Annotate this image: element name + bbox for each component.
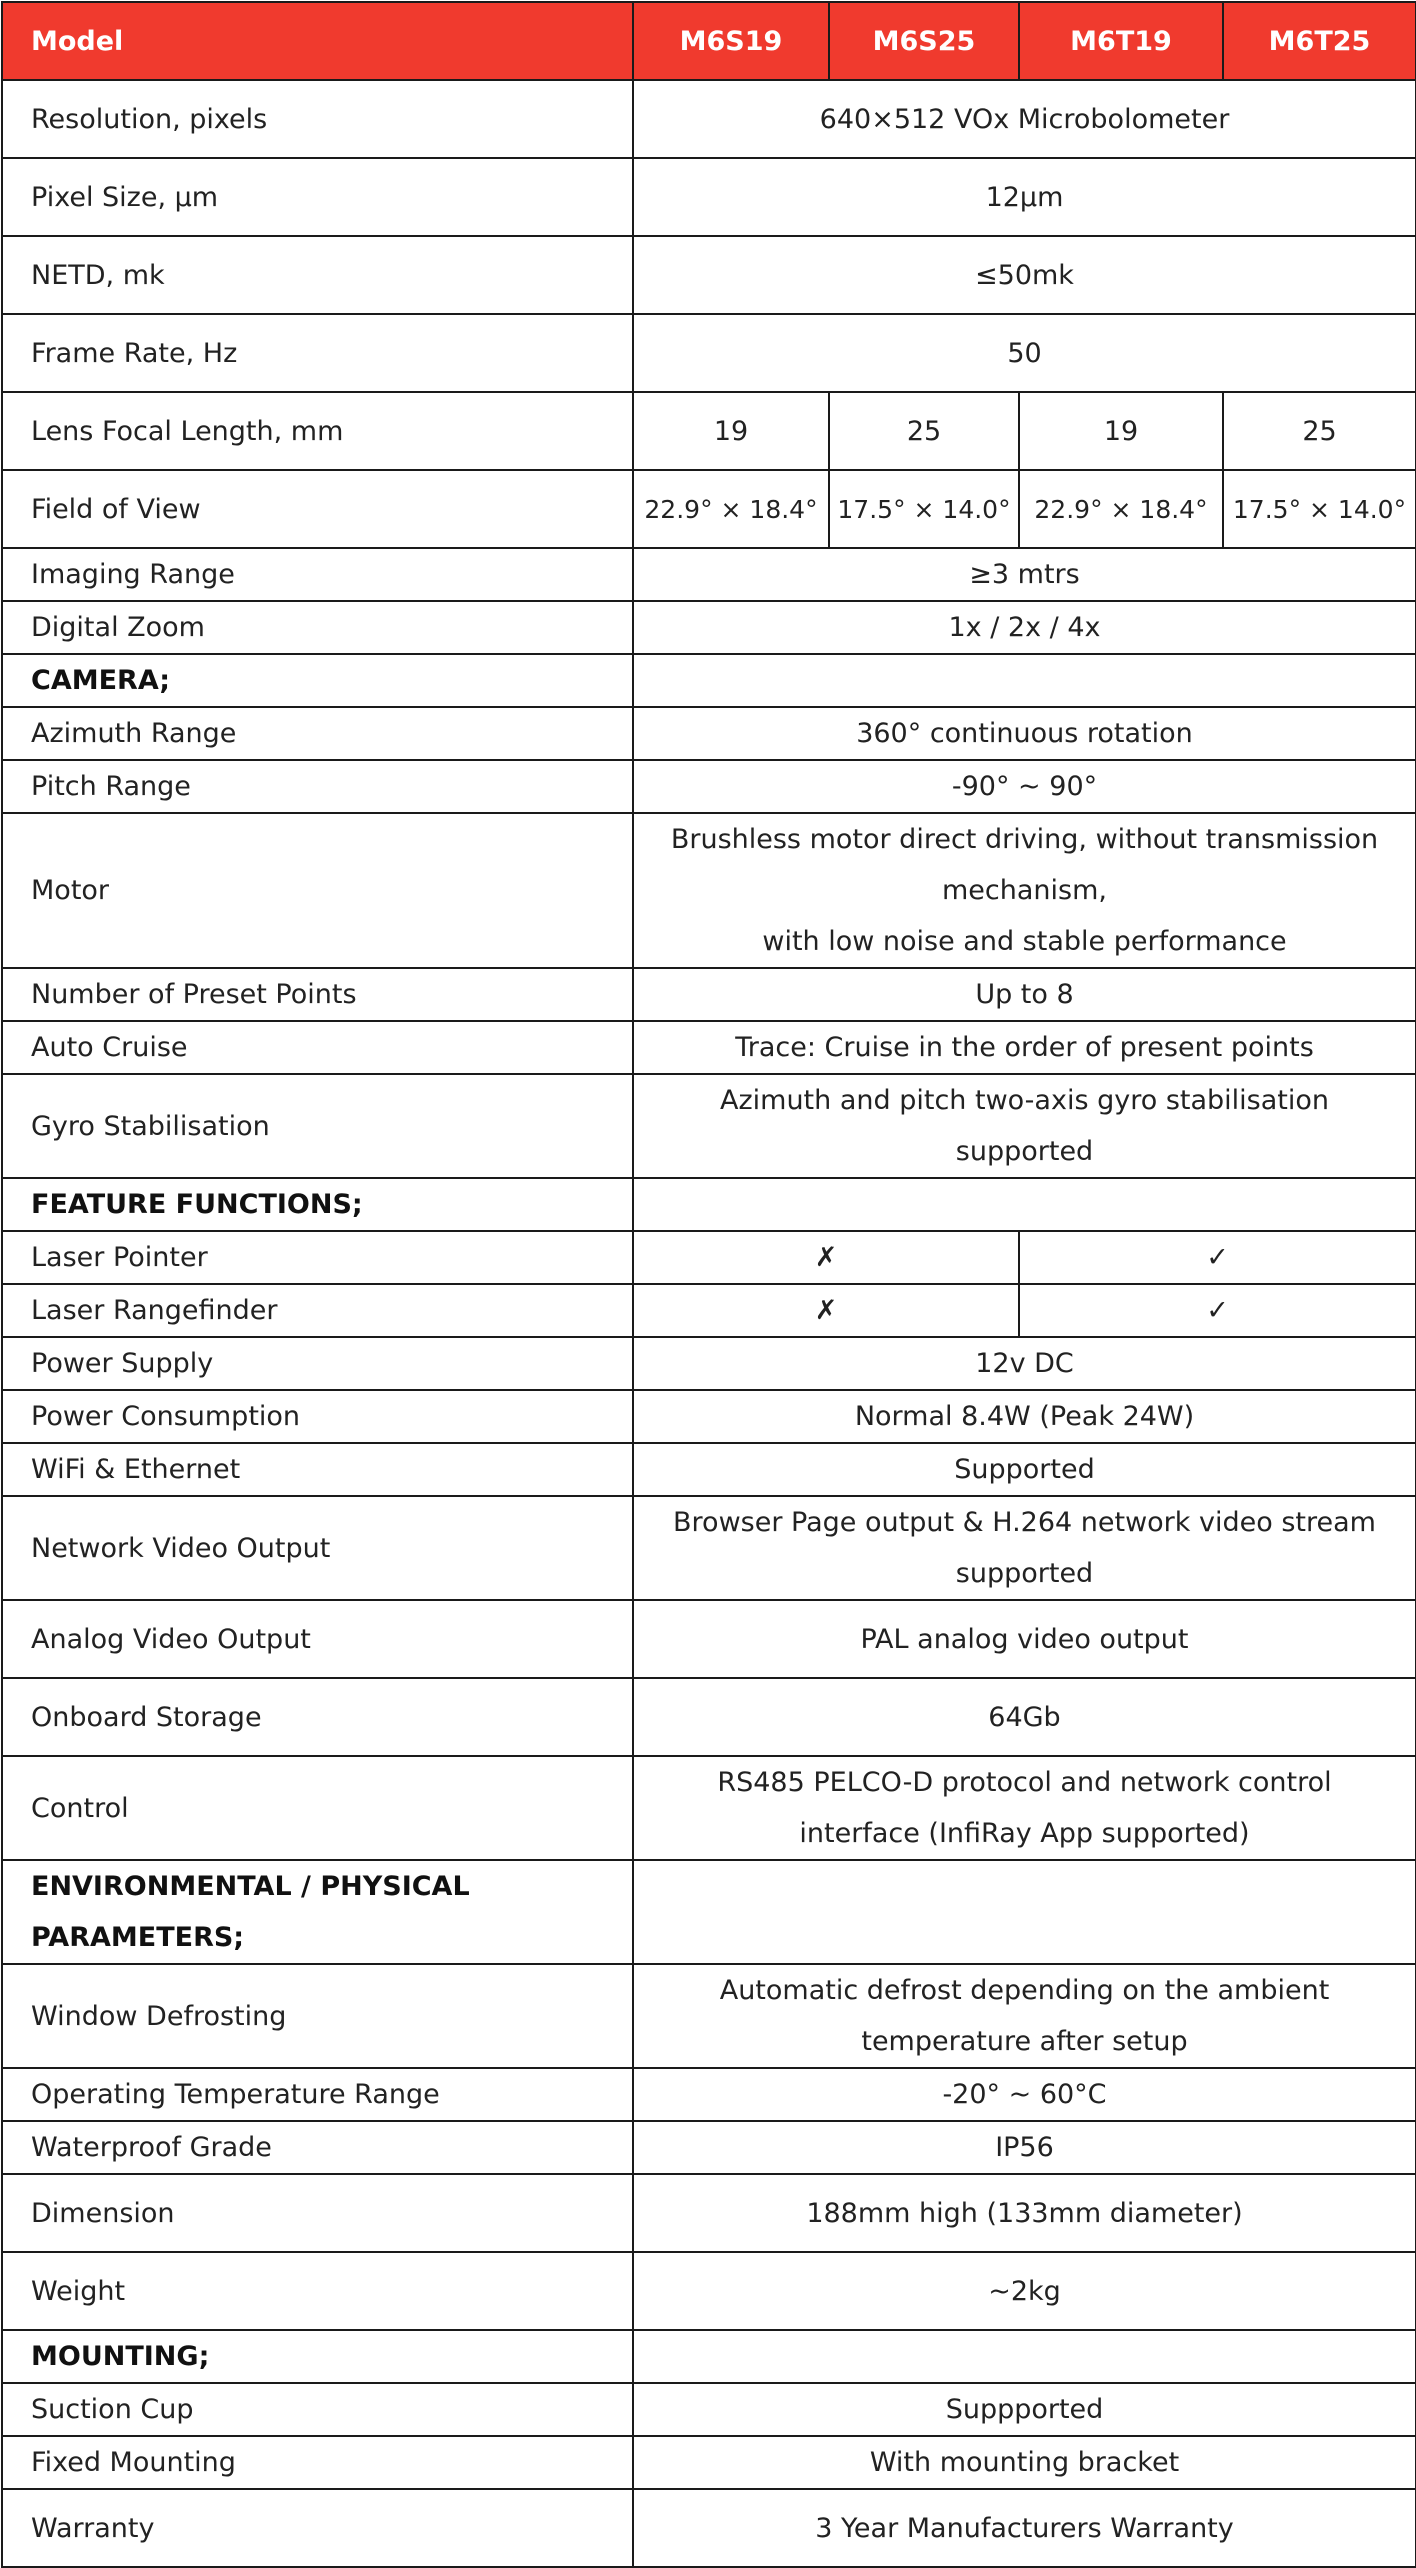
section-heading-environmental <box>2 1860 633 1964</box>
label-pitch: Pitch Range <box>2 760 633 813</box>
header-model-m6s19: M6S19 <box>633 2 829 80</box>
label-control: Control <box>2 1756 633 1860</box>
row-section-mounting <box>2 2330 1416 2383</box>
value-storage: 64Gb <box>633 1678 1416 1756</box>
value-control-line-2: interface (InfiRay App supported) <box>799 1818 1250 1849</box>
label-weight: Weight <box>2 2252 633 2330</box>
value-frame-rate: 50 <box>633 314 1416 392</box>
section-heading-env-line-1: ENVIRONMENTAL / PHYSICAL <box>31 1871 470 1902</box>
label-netd: NETD, mk <box>2 236 633 314</box>
label-laser-rangefinder: Laser Rangefinder <box>2 1284 633 1337</box>
row-network-video <box>2 1496 1416 1600</box>
row-azimuth <box>2 707 1416 760</box>
value-auto-cruise: Trace: Cruise in the order of present points <box>633 1021 1416 1074</box>
label-imaging-range: Imaging Range <box>2 548 633 601</box>
value-pitch: -90° ~ 90° <box>633 760 1416 813</box>
row-warranty <box>2 2489 1416 2567</box>
value-suction: Suppported <box>633 2383 1416 2436</box>
label-focal-length: Lens Focal Length, mm <box>2 392 633 470</box>
value-analog-video: PAL analog video output <box>633 1600 1416 1678</box>
value-network-video-line-2: supported <box>955 1558 1094 1589</box>
table-header-row <box>2 2 1416 80</box>
row-netd <box>2 236 1416 314</box>
label-laser-pointer: Laser Pointer <box>2 1231 633 1284</box>
value-resolution: 640×512 VOx Microbolometer <box>633 80 1416 158</box>
value-preset: Up to 8 <box>633 968 1416 1021</box>
row-control <box>2 1756 1416 1860</box>
label-power-supply: Power Supply <box>2 1337 633 1390</box>
value-motor-line-1: Brushless motor direct driving, without transmission <box>670 824 1379 855</box>
spec-table <box>1 1 1416 2568</box>
header-model-m6s25: M6S25 <box>829 2 1019 80</box>
label-wifi: WiFi & Ethernet <box>2 1443 633 1496</box>
label-fixed-mount: Fixed Mounting <box>2 2436 633 2489</box>
label-dimension: Dimension <box>2 2174 633 2252</box>
row-analog-video <box>2 1600 1416 1678</box>
row-op-temp <box>2 2068 1416 2121</box>
section-heading-mounting: MOUNTING; <box>2 2330 633 2383</box>
row-wifi <box>2 1443 1416 1496</box>
label-preset: Number of Preset Points <box>2 968 633 1021</box>
row-defrost <box>2 1964 1416 2068</box>
section-camera-blank <box>633 654 1416 707</box>
value-waterproof: IP56 <box>633 2121 1416 2174</box>
value-op-temp: -20° ~ 60°C <box>633 2068 1416 2121</box>
header-model-m6t25: M6T25 <box>1223 2 1416 80</box>
value-laser-rangefinder-t-models: ✓ <box>1019 1284 1416 1337</box>
value-control-line-1: RS485 PELCO-D protocol and network control <box>717 1767 1332 1798</box>
value-gyro-line-2: supported <box>955 1136 1094 1167</box>
label-resolution: Resolution, pixels <box>2 80 633 158</box>
row-fixed-mount <box>2 2436 1416 2489</box>
row-laser-rangefinder <box>2 1284 1416 1337</box>
label-op-temp: Operating Temperature Range <box>2 2068 633 2121</box>
row-imaging-range <box>2 548 1416 601</box>
label-warranty: Warranty <box>2 2489 633 2567</box>
row-suction <box>2 2383 1416 2436</box>
row-digital-zoom <box>2 601 1416 654</box>
value-defrost <box>633 1964 1416 2068</box>
row-gyro <box>2 1074 1416 1178</box>
row-laser-pointer <box>2 1231 1416 1284</box>
label-azimuth: Azimuth Range <box>2 707 633 760</box>
row-focal-length <box>2 392 1416 470</box>
value-warranty: 3 Year Manufacturers Warranty <box>633 2489 1416 2567</box>
value-netd: ≤50mk <box>633 236 1416 314</box>
section-features-blank <box>633 1178 1416 1231</box>
value-defrost-line-2: temperature after setup <box>861 2026 1188 2057</box>
row-pixel-size <box>2 158 1416 236</box>
row-section-features <box>2 1178 1416 1231</box>
value-fixed-mount: With mounting bracket <box>633 2436 1416 2489</box>
value-wifi: Supported <box>633 1443 1416 1496</box>
header-model-m6t19: M6T19 <box>1019 2 1223 80</box>
label-network-video: Network Video Output <box>2 1496 633 1600</box>
label-auto-cruise: Auto Cruise <box>2 1021 633 1074</box>
value-motor <box>633 813 1416 968</box>
value-focal-length-m6s25: 25 <box>829 392 1019 470</box>
row-power-consumption <box>2 1390 1416 1443</box>
value-gyro-line-1: Azimuth and pitch two-axis gyro stabilisation <box>720 1085 1329 1116</box>
row-auto-cruise <box>2 1021 1416 1074</box>
value-focal-length-m6t19: 19 <box>1019 392 1223 470</box>
label-suction: Suction Cup <box>2 2383 633 2436</box>
value-laser-rangefinder-s-models: ✗ <box>633 1284 1019 1337</box>
value-focal-length-m6s19: 19 <box>633 392 829 470</box>
label-motor: Motor <box>2 813 633 968</box>
row-motor <box>2 813 1416 968</box>
header-model-label: Model <box>2 2 633 80</box>
label-defrost: Window Defrosting <box>2 1964 633 2068</box>
label-fov: Field of View <box>2 470 633 548</box>
value-fov-m6t19: 22.9° × 18.4° <box>1019 470 1223 548</box>
row-storage <box>2 1678 1416 1756</box>
row-preset <box>2 968 1416 1021</box>
value-azimuth: 360° continuous rotation <box>633 707 1416 760</box>
value-network-video-line-1: Browser Page output & H.264 network video stream <box>673 1507 1376 1538</box>
value-power-supply: 12v DC <box>633 1337 1416 1390</box>
value-network-video <box>633 1496 1416 1600</box>
label-frame-rate: Frame Rate, Hz <box>2 314 633 392</box>
label-storage: Onboard Storage <box>2 1678 633 1756</box>
section-env-blank <box>633 1860 1416 1964</box>
row-weight <box>2 2252 1416 2330</box>
value-power-consumption: Normal 8.4W (Peak 24W) <box>633 1390 1416 1443</box>
value-focal-length-m6t25: 25 <box>1223 392 1416 470</box>
row-section-camera <box>2 654 1416 707</box>
value-dimension: 188mm high (133mm diameter) <box>633 2174 1416 2252</box>
value-defrost-line-1: Automatic defrost depending on the ambient <box>719 1975 1330 2006</box>
row-pitch <box>2 760 1416 813</box>
value-digital-zoom: 1x / 2x / 4x <box>633 601 1416 654</box>
value-motor-line-3: with low noise and stable performance <box>762 926 1287 957</box>
value-control <box>633 1756 1416 1860</box>
section-heading-camera: CAMERA; <box>2 654 633 707</box>
value-fov-m6s25: 17.5° × 14.0° <box>829 470 1019 548</box>
label-waterproof: Waterproof Grade <box>2 2121 633 2174</box>
label-analog-video: Analog Video Output <box>2 1600 633 1678</box>
value-pixel-size: 12μm <box>633 158 1416 236</box>
value-laser-pointer-t-models: ✓ <box>1019 1231 1416 1284</box>
section-mounting-blank <box>633 2330 1416 2383</box>
value-fov-m6s19: 22.9° × 18.4° <box>633 470 829 548</box>
label-gyro: Gyro Stabilisation <box>2 1074 633 1178</box>
value-imaging-range: ≥3 mtrs <box>633 548 1416 601</box>
value-fov-m6t25: 17.5° × 14.0° <box>1223 470 1416 548</box>
row-resolution <box>2 80 1416 158</box>
label-digital-zoom: Digital Zoom <box>2 601 633 654</box>
row-frame-rate <box>2 314 1416 392</box>
row-waterproof <box>2 2121 1416 2174</box>
value-motor-line-2: mechanism, <box>942 875 1107 906</box>
row-power-supply <box>2 1337 1416 1390</box>
value-laser-pointer-s-models: ✗ <box>633 1231 1019 1284</box>
label-power-consumption: Power Consumption <box>2 1390 633 1443</box>
section-heading-env-line-2: PARAMETERS; <box>31 1922 245 1953</box>
value-weight: ~2kg <box>633 2252 1416 2330</box>
row-dimension <box>2 2174 1416 2252</box>
row-fov <box>2 470 1416 548</box>
value-gyro <box>633 1074 1416 1178</box>
section-heading-features: FEATURE FUNCTIONS; <box>2 1178 633 1231</box>
label-pixel-size: Pixel Size, μm <box>2 158 633 236</box>
row-section-env <box>2 1860 1416 1964</box>
